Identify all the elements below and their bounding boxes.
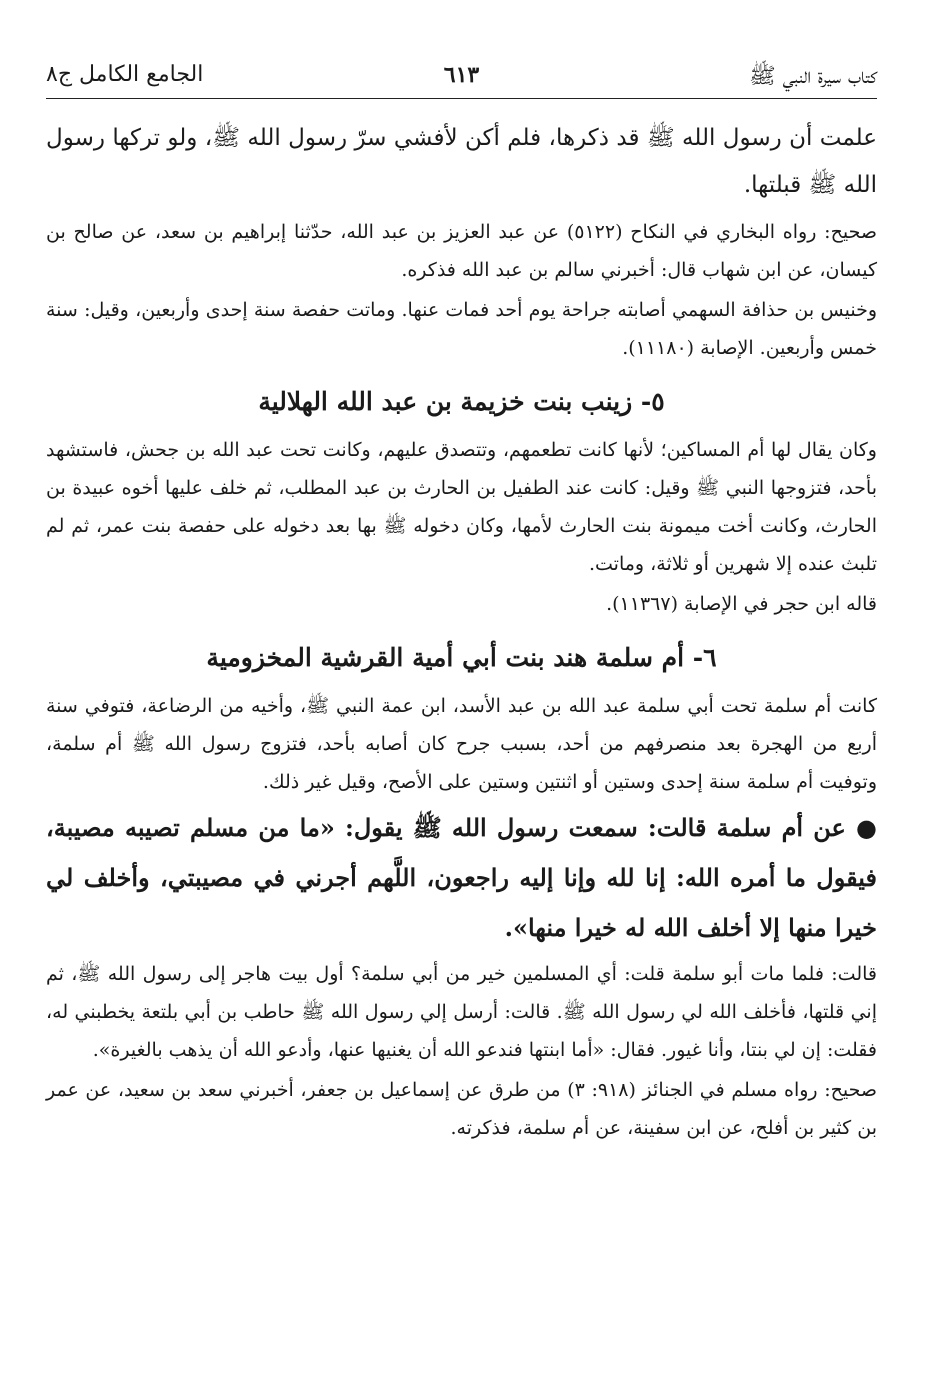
running-header (46, 52, 877, 92)
note-paragraph: وخنيس بن حذافة السهمي أصابته جراحة يوم أحد فمات عنها. وماتت حفصة سنة إحدى وأربعين، وقيل: سنة خمس وأربعين. الإصابة (١١١٨٠). (46, 299, 877, 359)
volume-label: الجامع الكامل ج٨ (46, 62, 204, 87)
section-heading-umm-salama: ٦- أم سلمة هند بنت أبي أمية القرشية المخزومية (206, 643, 717, 672)
book-title: كتاب سيرة النبي ﷺ (749, 64, 877, 89)
source-paragraph: قاله ابن حجر في الإصابة (١١٣٦٧). (606, 593, 877, 615)
biography-paragraph: كانت أم سلمة تحت أبي سلمة عبد الله بن عبد الأسد، ابن عمة النبي ﷺ، وأخيه من الرضاعة، فتوفي سنة أربع من الهجرة بعد منصرفهم من أحد، بسبب جرح كان أصابه بأحد، فتزوج رسول الله ﷺ أم سلمة، وتوفيت أم سلمة سنة إحدى وستين أو اثنتين وستين على الأصح، وقيل غير ذلك. (46, 695, 877, 793)
biography-paragraph: وكان يقال لها أم المساكين؛ لأنها كانت تطعمهم، وتتصدق عليهم، وكانت تحت عبد الله بن جحش، فاستشهد بأحد، فتزوجها النبي ﷺ وقيل: كانت عند الطفيل بن الحارث بن عبد المطلب، ثم خلف عليها أخوه عبيدة بن الحارث، وكانت أخت ميمونة بنت الحارث لأمها، وكان دخوله ﷺ بها بعد دخوله على حفصة بنت عمر، ثم لم تلبث عنده إلا شهرين أو ثلاثة، وماتت. (46, 439, 877, 575)
page-number: ٦١٣ (443, 62, 480, 88)
section-heading-zaynab: ٥- زينب بنت خزيمة بن عبد الله الهلالية (258, 387, 665, 416)
takhrij-paragraph: صحيح: رواه مسلم في الجنائز (٩١٨: ٣) من طرق عن إسماعيل بن جعفر، أخبرني سعد بن سعيد، عن عمر بن كثير بن أفلح، عن ابن سفينة، عن أم سلمة، فذكرته. (46, 1079, 878, 1139)
takhrij-paragraph: صحيح: رواه البخاري في النكاح (٥١٢٢) عن عبد العزيز بن عبد الله، حدّثنا إبراهيم بن سعد، عن صالح بن كيسان، عن ابن شهاب قال: أخبرني سالم بن عبد الله فذكره. (46, 221, 877, 281)
hadith-continuation-paragraph: قالت: فلما مات أبو سلمة قلت: أي المسلمين خير من أبي سلمة؟ أول بيت هاجر إلى رسول الله ﷺ، ثم إني قلتها، فأخلف الله لي رسول الله ﷺ. قالت: أرسل إلي رسول الله ﷺ حاطب بن أبي بلتعة يخطبني له، فقلت: إن لي بنتا، وأنا غيور. فقال: «أما ابنتها فندعو الله أن يغنيها عنها، وأدعو الله أن يذهب بالغيرة». (46, 963, 877, 1061)
hadith-text: ● عن أم سلمة قالت: سمعت رسول الله ﷺ يقول: «ما من مسلم تصيبه مصيبة، فيقول ما أمره الله: إنا لله وإنا إليه راجعون، اللَّهم أجرني في مصيبتي، وأخلف لي خيرا منها إلا أخلف الله له خيرا منها». (46, 813, 877, 942)
header-rule (46, 98, 877, 99)
hadith-continuation: علمت أن رسول الله ﷺ قد ذكرها، فلم أكن لأفشي سرّ رسول الله ﷺ، ولو تركها رسول الله ﷺ قبلتها. (46, 125, 877, 198)
